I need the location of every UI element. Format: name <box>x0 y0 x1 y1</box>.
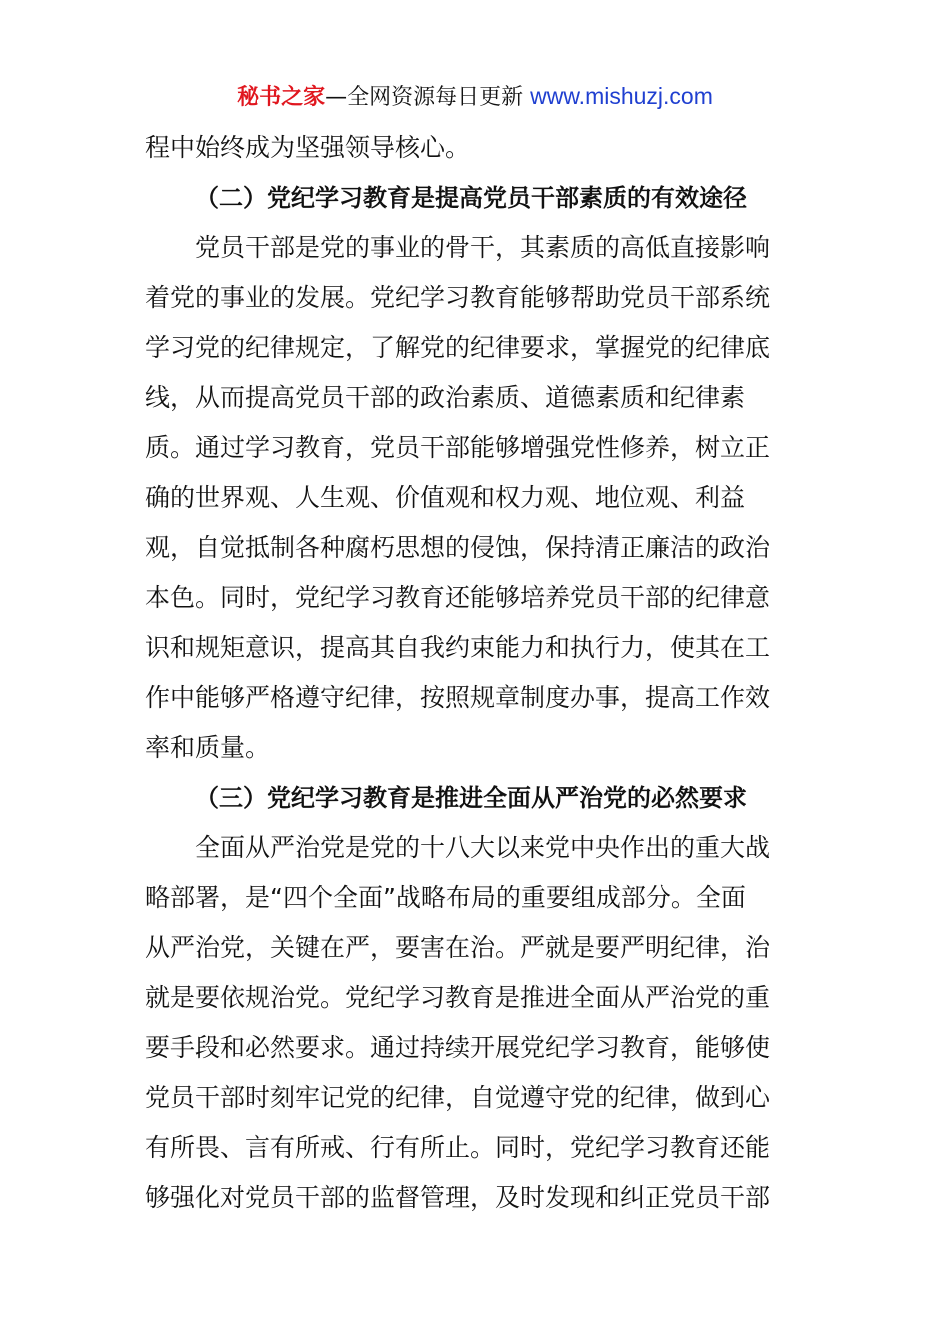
site-header <box>0 80 950 114</box>
paragraph-line: 本色。同时，党纪学习教育还能够培养党员干部的纪律意 <box>145 583 771 612</box>
paragraph-line: 线，从而提高党员干部的政治素质、道德素质和纪律素 <box>145 383 746 412</box>
paragraph-line: 全面从严治党是党的十八大以来党中央作出的重大战 <box>195 833 771 862</box>
paragraph-line: 质。通过学习教育，党员干部能够增强党性修养，树立正 <box>145 433 771 462</box>
opening-line: 程中始终成为坚强领导核心。 <box>145 133 471 162</box>
paragraph-line: 识和规矩意识，提高其自我约束能力和执行力，使其在工 <box>145 633 771 662</box>
paragraph-line: 有所畏、言有所戒、行有所止。同时，党纪学习教育还能 <box>145 1133 771 1162</box>
header-tagline: —全网资源每日更新 <box>325 85 531 110</box>
paragraph-line: 够强化对党员干部的监督管理，及时发现和纠正党员干部 <box>145 1183 771 1212</box>
paragraph-line: 要手段和必然要求。通过持续开展党纪学习教育，能够使 <box>145 1033 771 1062</box>
section-heading-3: （三）党纪学习教育是推进全面从严治党的必然要求 <box>195 784 747 812</box>
paragraph-line: 率和质量。 <box>145 733 271 762</box>
paragraph-line: 党员干部是党的事业的骨干，其素质的高低直接影响 <box>195 233 771 262</box>
paragraph-line: 着党的事业的发展。党纪学习教育能够帮助党员干部系统 <box>145 283 771 312</box>
paragraph-line: 就是要依规治党。党纪学习教育是推进全面从严治党的重 <box>145 983 771 1012</box>
paragraph-line: 作中能够严格遵守纪律，按照规章制度办事，提高工作效 <box>145 683 771 712</box>
section-heading-2: （二）党纪学习教育是提高党员干部素质的有效途径 <box>195 184 747 212</box>
paragraph-line: 确的世界观、人生观、价值观和权力观、地位观、利益 <box>145 483 746 512</box>
brand-name: 秘书之家 <box>237 85 326 110</box>
paragraph-line: 略部署，是“四个全面”战略布局的重要组成部分。全面 <box>145 883 746 912</box>
site-url-link[interactable]: www.mishuzj.com <box>530 83 713 109</box>
paragraph-line: 观，自觉抵制各种腐朽思想的侵蚀，保持清正廉洁的政治 <box>145 533 771 562</box>
paragraph-line: 学习党的纪律规定，了解党的纪律要求，掌握党的纪律底 <box>145 333 771 362</box>
paragraph-line: 从严治党，关键在严，要害在治。严就是要严明纪律，治 <box>145 933 771 962</box>
paragraph-line: 党员干部时刻牢记党的纪律，自觉遵守党的纪律，做到心 <box>145 1083 771 1112</box>
